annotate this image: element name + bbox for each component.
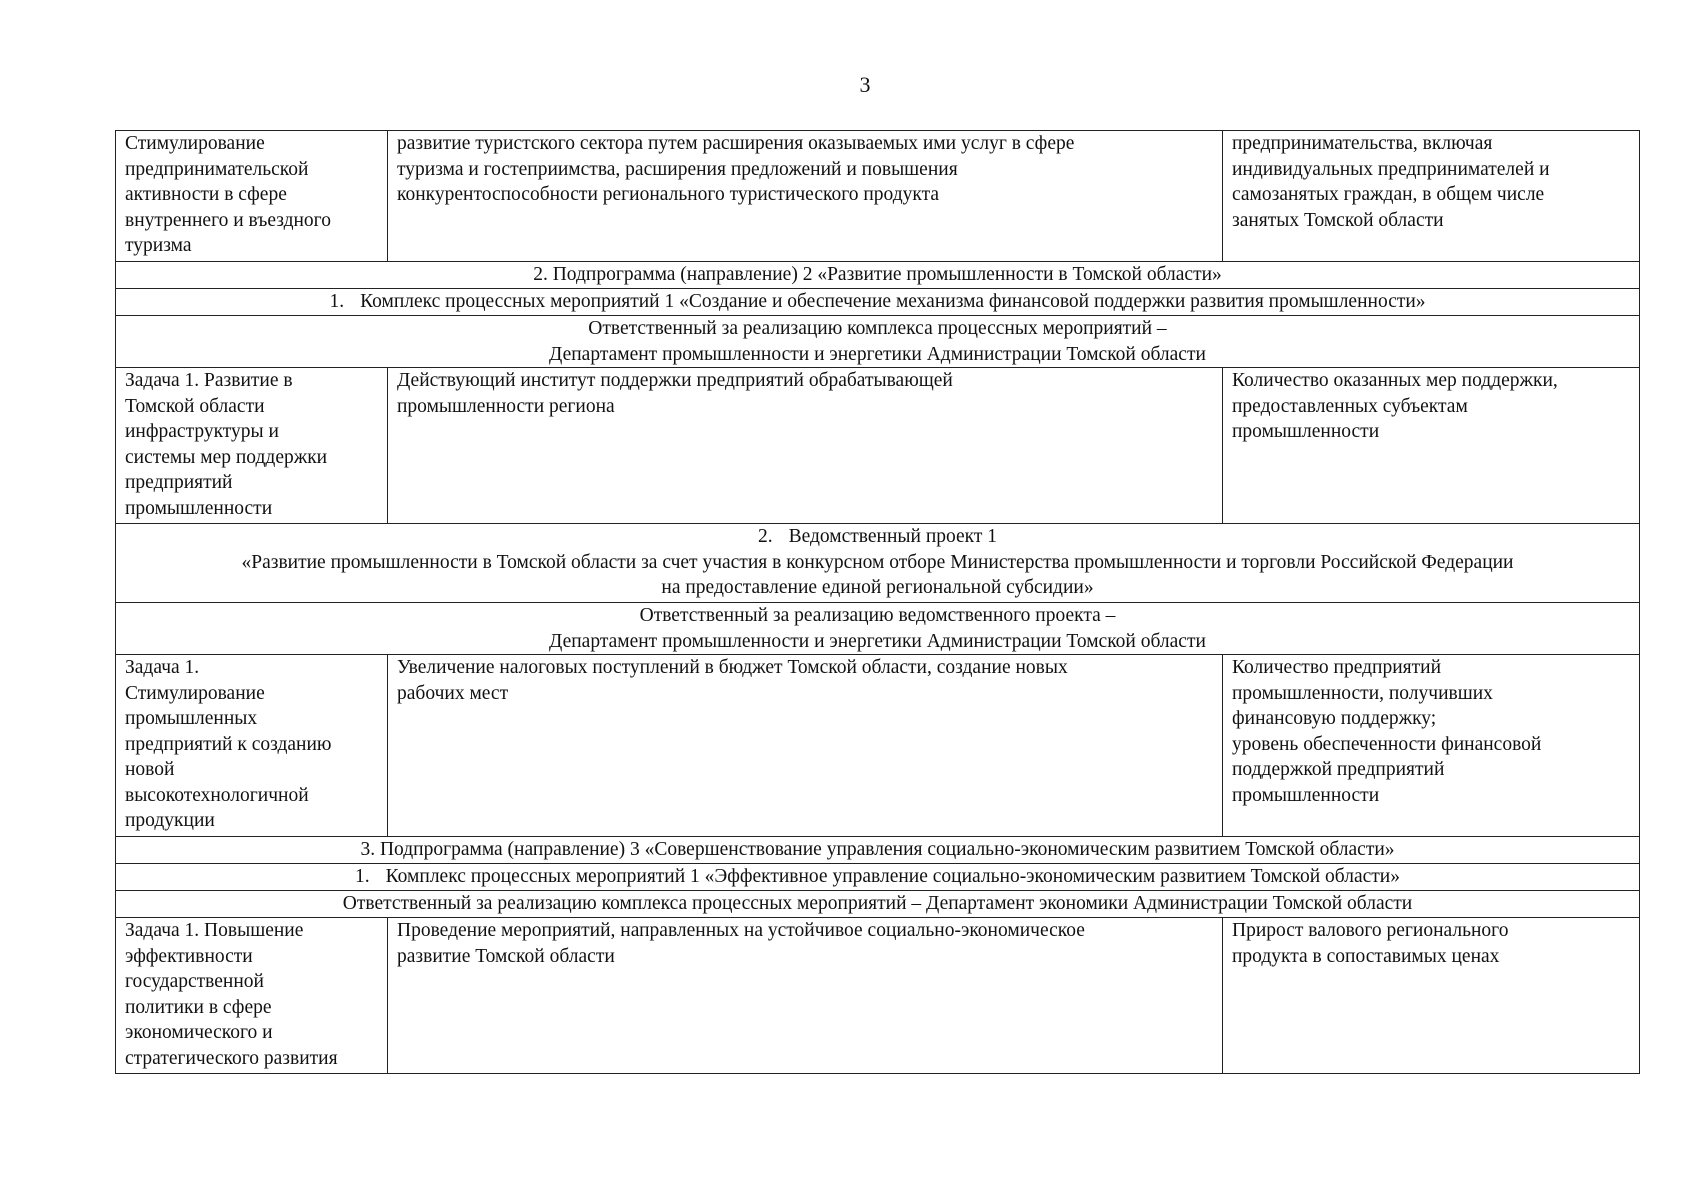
task-cell: Задача 1. Повышение эффективности государственной политики в сфере экономического и стратегического развития: [116, 918, 388, 1074]
indicator-cell: Прирост валового регионального продукта в сопоставимых ценах: [1223, 918, 1640, 1074]
complex-number: 1.: [329, 291, 345, 312]
complex-title: Комплекс процессных мероприятий 1 «Эффективное управление социально-экономическим развитием Томской области»: [385, 866, 1400, 887]
program-table: [115, 130, 1640, 1074]
complex-heading: [116, 864, 1640, 891]
indicator-cell: Количество оказанных мер поддержки, предоставленных субъектам промышленности: [1223, 368, 1640, 524]
indicator-cell: Количество предприятий промышленности, получивших финансовую поддержку; уровень обеспеченности финансовой поддержкой предприятий промышленности: [1223, 655, 1640, 837]
task-cell: Стимулирование предпринимательской активности в сфере внутреннего и въездного туризма: [116, 131, 388, 262]
project-description: «Развитие промышленности в Томской области за счет участия в конкурсном отборе Министерства промышленности и торговли Российской Федерации на предоставление единой региональной субсидии»: [241, 551, 1514, 598]
page-number: 3: [859, 72, 871, 97]
responsible-row: [116, 316, 1640, 368]
responsible-heading: Ответственный за реализацию комплекса процессных мероприятий – Департамент экономики Администрации Томской области: [116, 891, 1640, 918]
responsible-heading: Ответственный за реализацию ведомственного проекта – Департамент промышленности и энергетики Администрации Томской области: [116, 603, 1640, 655]
table-row: [116, 368, 1640, 524]
project-row: [116, 524, 1640, 603]
complex-row: [116, 289, 1640, 316]
complex-number: 1.: [355, 866, 370, 887]
task-cell: Задача 1. Стимулирование промышленных предприятий к созданию новой высокотехнологичной продукции: [116, 655, 388, 837]
project-title: Ведомственный проект 1: [788, 526, 998, 547]
result-cell: Проведение мероприятий, направленных на устойчивое социально-экономическое развитие Томской области: [388, 918, 1223, 1074]
indicator-cell: предпринимательства, включая индивидуальных предпринимателей и самозанятых граждан, в общем числе занятых Томской области: [1223, 131, 1640, 262]
task-cell: Задача 1. Развитие в Томской области инфраструктуры и системы мер поддержки предприятий промышленности: [116, 368, 388, 524]
responsible-row: [116, 603, 1640, 655]
subprogram-heading: 3. Подпрограмма (направление) 3 «Совершенствование управления социально-экономическим развитием Томской области»: [116, 837, 1640, 864]
result-cell: Действующий институт поддержки предприятий обрабатывающей промышленности региона: [388, 368, 1223, 524]
subprogram-row: [116, 262, 1640, 289]
complex-title: Комплекс процессных мероприятий 1 «Создание и обеспечение механизма финансовой поддержки развития промышленности»: [360, 291, 1426, 312]
result-cell: Увеличение налоговых поступлений в бюджет Томской области, создание новых рабочих мест: [388, 655, 1223, 837]
table-row: [116, 655, 1640, 837]
table-row: [116, 918, 1640, 1074]
project-number: 2.: [757, 526, 773, 547]
subprogram-row: [116, 837, 1640, 864]
project-heading: [116, 524, 1640, 603]
table-row: [116, 131, 1640, 262]
responsible-row: [116, 891, 1640, 918]
complex-row: [116, 864, 1640, 891]
result-cell: развитие туристского сектора путем расширения оказываемых ими услуг в сфере туризма и гостеприимства, расширения предложений и повышения конкурентоспособности регионального туристического продукта: [388, 131, 1223, 262]
responsible-heading: Ответственный за реализацию комплекса процессных мероприятий – Департамент промышленности и энергетики Администрации Томской области: [116, 316, 1640, 368]
subprogram-heading: 2. Подпрограмма (направление) 2 «Развитие промышленности в Томской области»: [116, 262, 1640, 289]
complex-heading: [116, 289, 1640, 316]
